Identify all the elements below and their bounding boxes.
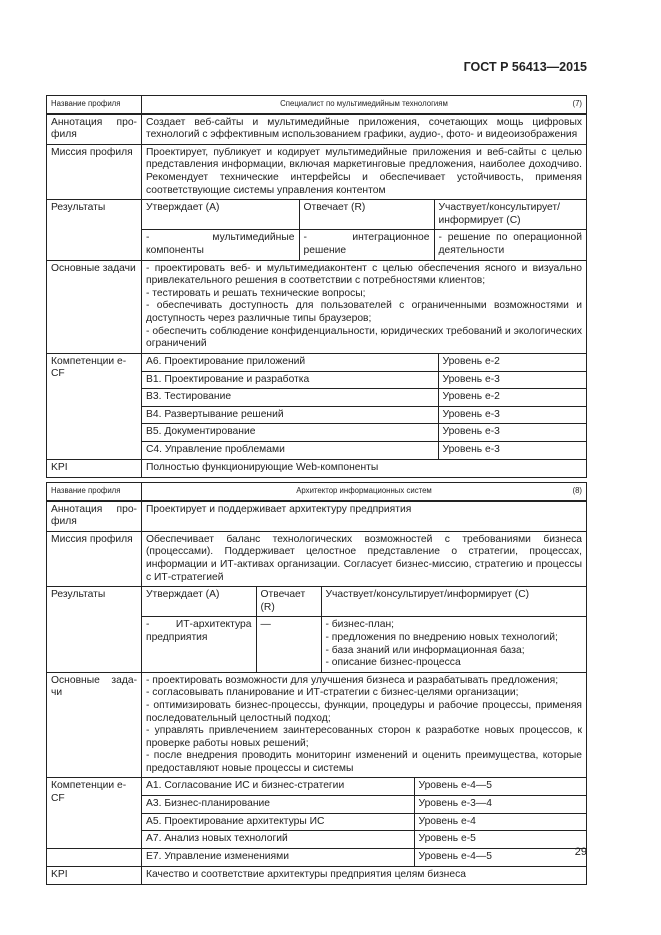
task-item: - управлять привлечением заинтересованных сторон к разработке новых процессов, к проверке работы новых решений; (146, 725, 582, 749)
kpi: Качество и соответствие архитектуры предприятия целям бизнеса (142, 867, 587, 885)
profile-number: (7) (572, 99, 582, 108)
results-table (142, 587, 586, 672)
task-item: - после внедрения проводить мониторинг изменений и оценить преимущества, которые предоставляют новые процессы и системы (146, 750, 582, 774)
task-item: - согласовывать планирование и ИТ-стратегии с бизнес-целями организации; (146, 687, 519, 699)
competency-level: Уровень е-4—5 (414, 849, 586, 866)
results-header-a: Утверждает (A) (146, 202, 220, 214)
results-r: - интеграционное решение (299, 230, 434, 260)
competency-name: A6. Проектирование приложений (146, 355, 306, 367)
competency-row (142, 354, 586, 372)
competency-name: B1. Проектирование и разработка (142, 371, 438, 389)
profile-number: (8) (572, 486, 582, 495)
annotation: Проектирует и поддерживает архитектуру предприятия (142, 501, 587, 532)
task-item: - оптимизировать бизнес-процессы, функции, процедуры и рабочие процессы, применяя последовательный целостный подход; (146, 699, 582, 724)
result-item: - предложения по внедрению новых технологий; (325, 631, 558, 643)
label-mission: Миссия профиля (47, 531, 142, 586)
label-competencies: Компетенции e-CF (47, 778, 142, 849)
label-tasks: Основные задачи (47, 260, 142, 353)
competency-row (142, 813, 586, 831)
results-r: — (256, 617, 321, 672)
label-annotation: Аннотация про-филя (47, 501, 142, 532)
task-item: - проектировать веб- и мультимедиаконтент с целью обеспечения ясного и визуально привлекательного решения в соответствии с потребностями клиентов; (146, 262, 582, 287)
results-header-r: Отвечает (R) (299, 200, 434, 230)
competency-name: C4. Управление проблемами (142, 442, 438, 460)
label-annotation: Аннотация про-филя (47, 114, 142, 145)
label-competencies: Компетенции e-CF (47, 353, 142, 459)
competency-level: Уровень е-3—4 (414, 796, 586, 814)
competency-level: Уровень е-2 (438, 354, 586, 372)
competency-row (142, 849, 586, 866)
result-item: - база знаний или информационная база; (325, 644, 525, 656)
competency-name: E7. Управление изменениями (146, 851, 289, 863)
profile-table-8 (46, 482, 587, 885)
task-item: - проектировать возможности для улучшения бизнеса и разрабатывать предложения; (146, 674, 559, 686)
competency-level: Уровень е-3 (438, 424, 586, 442)
profile-name: Архитектор информационных систем (296, 486, 432, 495)
competency-row (142, 796, 586, 814)
label-profile-name: Название профиля (47, 96, 142, 114)
competency-row (142, 371, 586, 389)
competency-row (142, 778, 586, 795)
label-kpi: KPI (47, 867, 142, 885)
competency-name: B5. Документирование (142, 424, 438, 442)
competency-level: Уровень е-5 (414, 831, 586, 848)
competencies-table (142, 354, 586, 459)
task-item: - тестировать и решать технические вопросы; (146, 287, 366, 299)
tasks (142, 260, 587, 353)
competency-row (142, 831, 586, 848)
competency-level: Уровень е-3 (438, 442, 586, 460)
competency-level: Уровень е-3 (438, 406, 586, 424)
tasks (142, 672, 587, 778)
task-item: - обеспечить соблюдение конфиденциальности, юридических требований и экологических ограничений (146, 325, 582, 350)
label-results: Результаты (47, 200, 142, 260)
label-mission: Миссия профиля (47, 144, 142, 199)
profile-name: Специалист по мультимедийным технологиям (280, 99, 448, 108)
annotation: Создает веб-сайты и мультимедийные приложения, сочетающих мощь цифровых технологий с эффективным использованием графики, аудио-, фото- и видеоизображения (142, 114, 587, 145)
results-header-r: Отвечает (R) (256, 587, 321, 617)
results-a: - мультимедийные компоненты (142, 230, 299, 260)
mission: Проектирует, публикует и кодирует мультимедийные приложения и веб-сайты с целью представления информации, включая маркетинговые предложения, наиболее доходчиво. Рекомендует технические интерфейсы и обеспечивает устойчивость, применяя соответствующие системы управления контентом (142, 144, 587, 199)
label-tasks: Основные зада-чи (47, 672, 142, 778)
results-header-c: Участвует/консультирует/информирует (C) (434, 200, 586, 230)
label-kpi: KPI (47, 460, 142, 478)
competency-level: Уровень е-4 (414, 813, 586, 831)
competency-level: Уровень е-2 (438, 389, 586, 407)
competency-level: Уровень е-4—5 (414, 778, 586, 795)
competency-name: A3. Бизнес-планирование (142, 796, 414, 814)
results-header-c: Участвует/консультирует/информирует (C) (321, 587, 586, 617)
page-number: 29 (574, 846, 587, 858)
competencies-table (142, 778, 586, 848)
competency-level: Уровень е-3 (438, 371, 586, 389)
competency-name: B4. Развертывание решений (142, 406, 438, 424)
competency-name: A7. Анализ новых технологий (142, 831, 414, 848)
header-row (47, 483, 587, 501)
results-c (321, 617, 586, 672)
label-profile-name: Название профиля (47, 483, 142, 501)
document-header: ГОСТ Р 56413—2015 (463, 60, 587, 74)
competency-row (142, 442, 586, 460)
label-results: Результаты (47, 587, 142, 673)
competency-name: A5. Проектирование архитектуры ИС (142, 813, 414, 831)
results-c: - решение по операционной деятельности (434, 230, 586, 260)
empty-label-cell (47, 849, 142, 867)
results-a: - ИТ-архитектура предприятия (142, 617, 256, 672)
kpi: Полностью функционирующие Web-компоненты (142, 460, 587, 478)
competencies-table-cont (142, 849, 586, 866)
competency-row (142, 389, 586, 407)
competency-name: A1. Согласование ИС и бизнес-стратегии (146, 780, 345, 792)
mission: Обеспечивает баланс технологических возможностей с требованиями бизнеса (процессами). Поддерживает целостное представление о стратегии, процессах, информации и ИТ-активах организации. Согласует бизнес-миссию, стратегию и процессы с ИТ-стратегией (142, 531, 587, 586)
profile-table-7 (46, 95, 587, 478)
results-header-a: Утверждает (A) (146, 589, 220, 601)
competency-name: B3. Тестирование (142, 389, 438, 407)
result-item: - бизнес-план; (325, 619, 395, 631)
profile-title (142, 96, 587, 114)
profile-title (142, 483, 587, 501)
competency-row (142, 424, 586, 442)
result-item: - описание бизнес-процесса (325, 657, 461, 669)
competency-row (142, 406, 586, 424)
header-row (47, 96, 587, 114)
task-item: - обеспечивать доступность для пользователей с ограниченными возможностями и доступность через различные типы браузеров; (146, 300, 582, 324)
results-table (142, 200, 586, 259)
